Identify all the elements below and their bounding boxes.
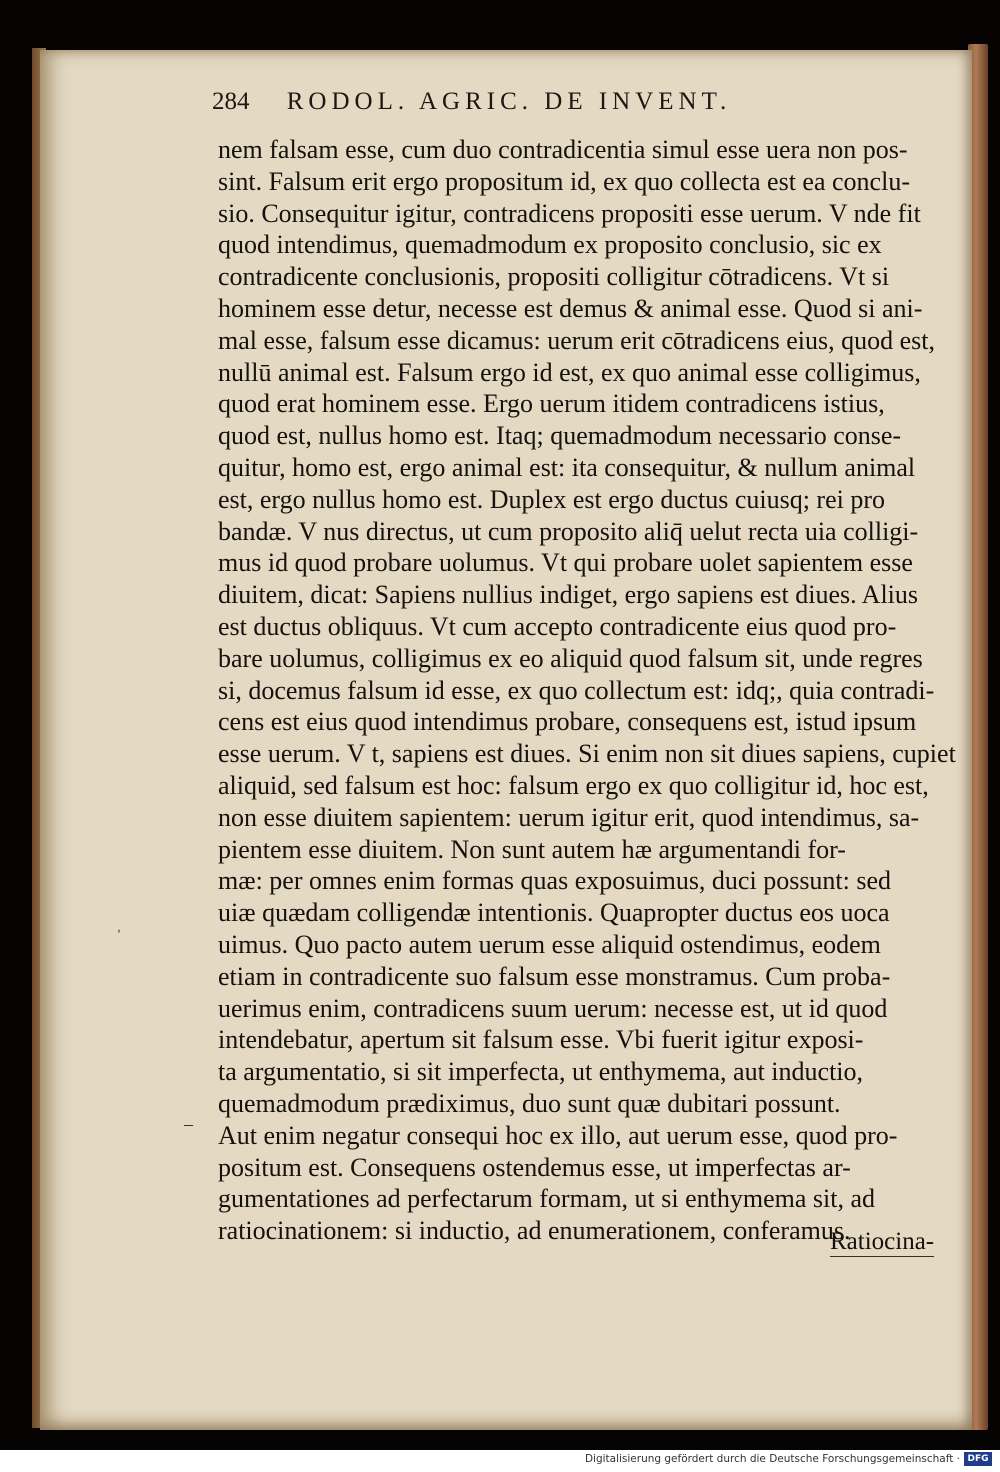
text-line: quod est, nullus homo est. Itaq; quemadmodum necessario conse- <box>218 421 902 451</box>
text-line: si, docemus falsum id esse, ex quo collectum est: idq;, quia contradi- <box>218 675 935 705</box>
text-line: ratiocinationem: si inductio, ad enumerationem, conferamus. <box>218 1216 851 1246</box>
text-line: sio. Consequitur igitur, contradicens propositi esse uerum. V nde fit <box>218 198 921 228</box>
text-line: bare uolumus, colligimus ex eo aliquid quod falsum sit, unde regres <box>218 643 923 673</box>
catchword: Ratiocina- <box>830 1228 935 1255</box>
text-line: est, ergo nullus homo est. Duplex est ergo ductus cuiusq; rei pro <box>218 484 885 514</box>
text-line: quitur, homo est, ergo animal est: ita consequitur, & nullum animal <box>218 452 916 482</box>
text-line: quemadmodum prædiximus, duo sunt quæ dubitari possunt. <box>218 1088 841 1118</box>
margin-mark: ˈ <box>116 926 122 946</box>
text-line: quod erat hominem esse. Ergo uerum itidem contradicens istius, <box>218 389 885 419</box>
text-line: Aut enim negatur consequi hoc ex illo, aut uerum esse, quod pro- <box>218 1120 898 1150</box>
text-line: ta argumentatio, si sit imperfecta, ut enthymema, aut inductio, <box>218 1057 864 1087</box>
text-line: positum est. Consequens ostendemus esse, ut imperfectas ar- <box>218 1152 851 1182</box>
text-line: pientem esse diuitem. Non sunt autem hæ argumentandi for- <box>218 834 846 864</box>
text-line: mal esse, falsum esse dicamus: uerum erit cōtradicens eius, quod est, <box>218 325 935 355</box>
text-line: gumentationes ad perfectarum formam, ut si enthymema sit, ad <box>218 1184 876 1214</box>
running-title: RODOL. AGRIC. DE INVENT. <box>286 88 732 115</box>
text-line: quod intendimus, quemadmodum ex proposito conclusio, sic ex <box>218 230 882 260</box>
text-line: intendebatur, apertum sit falsum esse. Vbi fuerit igitur exposi- <box>218 1025 864 1055</box>
text-line: mæ: per omnes enim formas quas exposuimus, duci possunt: sed <box>218 866 892 896</box>
text-line: uiæ quædam colligendæ intentionis. Quapropter ductus eos uoca <box>218 898 890 928</box>
text-line: est ductus obliquus. Vt cum accepto contradicente eius quod pro- <box>218 611 897 641</box>
text-line: cens est eius quod intendimus probare, consequens est, istud ipsum <box>218 707 917 737</box>
text-line: uerimus enim, contradicens suum uerum: necesse est, ut id quod <box>218 993 888 1023</box>
text-line: uimus. Quo pacto autem uerum esse aliquid ostendimus, eodem <box>218 929 881 959</box>
text-line: nem falsam esse, cum duo contradicentia simul esse uera non pos- <box>218 135 908 164</box>
text-line: etiam in contradicente suo falsum esse monstramus. Cum proba- <box>218 961 891 991</box>
text-line: mus id quod probare uolumus. Vt qui probare uolet sapientem esse <box>218 548 913 578</box>
text-line: contradicente conclusionis, propositi colligitur cōtradicens. Vt si <box>218 262 890 292</box>
text-line: diuitem, dicat: Sapiens nullius indiget, ergo sapiens est diues. Alius <box>218 580 919 610</box>
text-line: nullū animal est. Falsum ergo id est, ex quo animal esse colligimus, <box>218 357 921 387</box>
margin-mark: – <box>184 1114 193 1134</box>
body-text <box>218 134 958 1247</box>
funding-credit: Digitalisierung gefördert durch die Deutsche Forschungsgemeinschaft · <box>584 1453 960 1465</box>
text-line: non esse diuitem sapientem: uerum igitur erit, quod intendimus, sa- <box>218 802 920 832</box>
text-line: bandæ. V nus directus, ut cum proposito aliq̄ uelut recta uia colligi- <box>218 516 919 546</box>
text-line: hominem esse detur, necesse est demus & animal esse. Quod si ani- <box>218 293 923 323</box>
page-number: 284 <box>212 88 250 115</box>
dfg-logo: DFG <box>964 1452 992 1466</box>
text-line: aliquid, sed falsum est hoc: falsum ergo ex quo colligitur id, hoc est, <box>218 770 929 800</box>
running-header <box>212 88 872 128</box>
text-line: esse uerum. V t, sapiens est diues. Si enim non sit diues sapiens, cupiet <box>218 739 956 769</box>
text-line: sint. Falsum erit ergo propositum id, ex quo collecta est ea conclu- <box>218 166 910 196</box>
